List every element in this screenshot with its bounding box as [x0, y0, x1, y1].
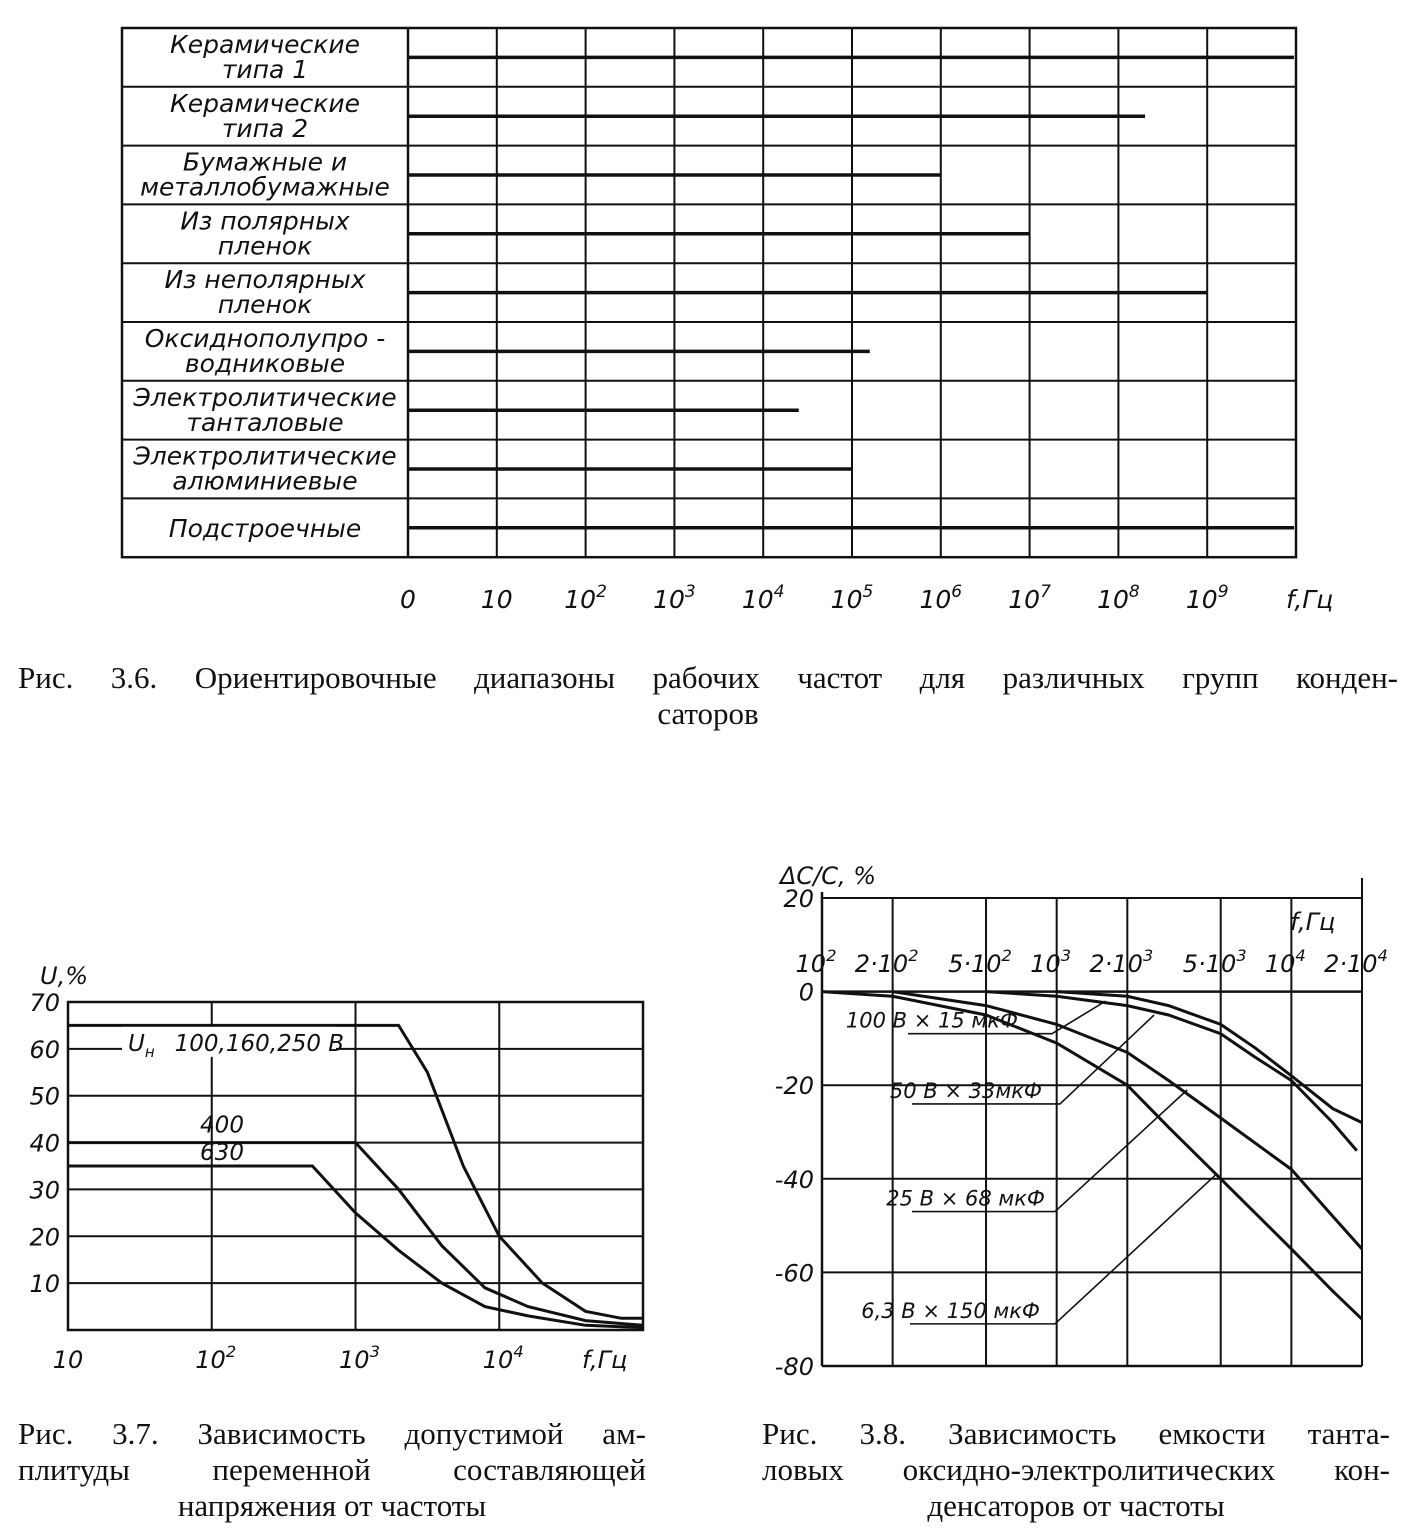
category-label: алюминиевые: [172, 466, 358, 496]
y-tick-label: 50: [29, 1082, 60, 1111]
series-line: [986, 992, 1357, 1151]
category-label: Электролитические: [133, 441, 397, 471]
x-tick-label: $10^4$: [741, 581, 785, 614]
y-tick-label: -60: [774, 1259, 814, 1288]
x-tick-label: $2\cdot 10^2$: [854, 946, 919, 978]
x-tick-label: $2\cdot 10^3$: [1089, 946, 1154, 978]
figure-3-6-caption-line-2: саторов: [657, 695, 759, 731]
y-tick-label: -80: [774, 1353, 814, 1381]
series-label: $U_н$ 100,160,250 В: [128, 1030, 345, 1061]
series-label: 100 В × 15 мкФ: [845, 1008, 1018, 1033]
category-label: водниковые: [184, 349, 346, 378]
y-tick-label: 0: [798, 978, 814, 1007]
category-label: пленок: [217, 231, 313, 261]
figure-3-7-caption: [18, 1416, 646, 1524]
y-tick-label: 40: [29, 1129, 60, 1158]
x-tick-label: $10^2$: [795, 946, 837, 978]
x-tick-label: $10^5$: [830, 581, 874, 614]
x-tick-label: $10^2$: [195, 1342, 237, 1374]
x-tick-label: 10: [52, 1346, 84, 1374]
figure-3-7-caption-text-1: Зависимость допустимой ам-: [197, 1416, 647, 1451]
y-tick-label: 30: [29, 1176, 60, 1205]
x-tick-label: $10^8$: [1097, 581, 1140, 614]
y-tick-label: 20: [29, 1223, 60, 1252]
x-tick-label: $10^9$: [1185, 581, 1229, 614]
x-axis-label: f,Гц: [582, 1346, 628, 1374]
figure-3-8-caption-line-3: денсаторов от частоты: [927, 1487, 1225, 1523]
category-label: Из неполярных: [164, 265, 366, 295]
category-label: Из полярных: [180, 206, 350, 236]
figure-3-8-caption-text-1: Зависимость емкости танта-: [948, 1416, 1391, 1451]
x-tick-label: $10^3$: [339, 1342, 380, 1374]
series-label: 25 В × 68 мкФ: [886, 1186, 1045, 1211]
y-tick-label: 70: [29, 989, 60, 1017]
figure-3-7-caption-line-1: [18, 1416, 646, 1452]
category-label: металлобумажные: [140, 172, 390, 202]
category-label: пленок: [217, 290, 313, 320]
figure-3-6-caption-text-1: Ориентировочные диапазоны рабочих частот для различных групп конден-: [194, 660, 1399, 695]
y-tick-label: 10: [29, 1270, 60, 1299]
x-tick-label: $5\cdot 10^2$: [948, 946, 1012, 978]
x-tick-label: $10^3$: [653, 581, 696, 614]
series-line: [822, 992, 1362, 1320]
category-label: типа 2: [221, 113, 309, 143]
x-tick-label: $10^7$: [1008, 581, 1051, 614]
x-tick-label: $10^4$: [482, 1342, 524, 1374]
x-tick-label: $10^6$: [919, 581, 963, 614]
x-tick-label: $10^3$: [1030, 946, 1072, 978]
series-label: 630: [200, 1140, 244, 1166]
series-label: 6,3 В × 150 мкФ: [861, 1298, 1040, 1323]
x-tick-label: $10^4$: [1264, 946, 1306, 978]
x-axis-label: f,Гц: [1286, 585, 1334, 614]
x-tick-label: $5\cdot 10^3$: [1182, 946, 1247, 978]
x-axis-label: f,Гц: [1290, 908, 1336, 936]
category-label: Керамические: [169, 30, 361, 59]
x-tick-label: $10^2$: [564, 581, 607, 614]
figure-3-8-caption-line-2: ловых оксидно-электролитических кон-: [762, 1451, 1390, 1487]
series-label: 400: [200, 1112, 244, 1139]
figure-3-8-caption: [762, 1416, 1390, 1524]
category-label: Электролитические: [133, 382, 397, 412]
series-line: [1057, 992, 1362, 1123]
x-tick-label: $2\cdot 10^4$: [1324, 946, 1388, 978]
figure-3-8-label: Рис. 3.8.: [762, 1416, 906, 1451]
y-tick-label: -40: [774, 1165, 814, 1194]
y-axis-label: ΔC/C, %: [780, 862, 877, 890]
y-tick-label: 20: [783, 885, 814, 913]
figure-3-7-label: Рис. 3.7.: [18, 1416, 159, 1451]
category-label: Керамические: [169, 88, 361, 118]
y-tick-label: -20: [774, 1072, 814, 1101]
y-axis-label: U,%: [40, 962, 88, 990]
figure-3-6-bar-chart: [122, 28, 1333, 614]
series-label: 50 В × 33мкФ: [889, 1078, 1042, 1103]
x-tick-label: 0: [400, 585, 416, 614]
figure-3-8-line-chart: [775, 862, 1388, 1381]
category-label: Бумажные и: [182, 147, 348, 177]
x-tick-label: 10: [480, 585, 513, 614]
figure-3-8-caption-line-1: [762, 1416, 1390, 1452]
figure-3-6-label: Рис. 3.6.: [18, 660, 158, 695]
figure-3-6-caption: [18, 660, 1398, 732]
category-label: типа 1: [221, 55, 309, 84]
category-label: Оксиднополупро -: [144, 324, 386, 353]
category-label: Подстроечные: [168, 513, 362, 543]
figure-3-7-caption-line-3: напряжения от частоты: [177, 1487, 487, 1523]
figure-3-6-caption-line-1: [18, 660, 1398, 696]
y-tick-label: 60: [29, 1035, 60, 1064]
category-label: танталовые: [186, 407, 344, 437]
figure-3-7-caption-line-2: плитуды переменной составляющей: [18, 1451, 646, 1487]
figure-3-7-line-chart: [29, 962, 643, 1374]
